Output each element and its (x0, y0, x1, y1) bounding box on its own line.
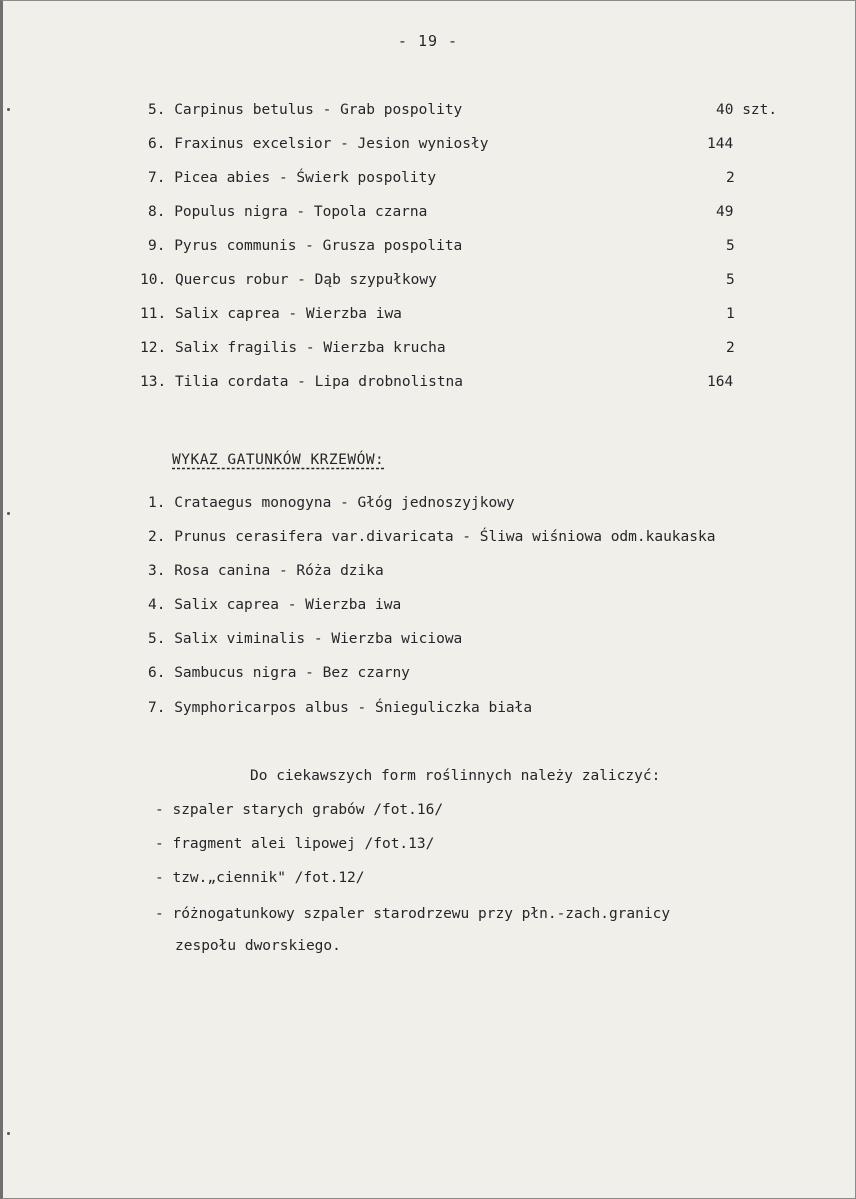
list-item (148, 101, 462, 119)
list-item (148, 630, 462, 648)
punch-mark (7, 108, 10, 111)
page-number: - 19 - (397, 32, 459, 50)
item-number: 5. (148, 631, 166, 647)
item-quantity: 164 (707, 374, 734, 390)
list-item (148, 203, 427, 221)
list-item: - szpaler starych grabów /fot.16/ (155, 802, 444, 818)
item-text: Sambucus nigra - Bez czarny (174, 665, 410, 681)
item-quantity: 1 (726, 306, 735, 322)
list-item (148, 664, 410, 682)
intro-paragraph: Do ciekawszych form roślinnych należy zaliczyć: (250, 768, 661, 784)
list-item (140, 271, 437, 289)
list-item (148, 528, 715, 546)
item-number: 8. (148, 204, 166, 220)
list-item (148, 699, 532, 717)
item-text: Populus nigra - Topola czarna (174, 204, 428, 220)
item-number: 7. (148, 700, 166, 716)
item-number: 5. (148, 102, 166, 118)
item-text: Symphoricarpos albus - Śnieguliczka biała (174, 700, 533, 716)
item-quantity: 40 szt. (716, 102, 778, 118)
list-item (148, 237, 462, 255)
item-quantity: 5 (726, 238, 735, 254)
item-number: 2. (148, 529, 166, 545)
list-item-continuation: zespołu dworskiego. (175, 938, 341, 954)
section-heading: WYKAZ GATUNKÓW KRZEWÓW: (172, 452, 385, 468)
item-text: Pyrus communis - Grusza pospolita (174, 238, 463, 254)
item-text: Carpinus betulus - Grab pospolity (174, 102, 463, 118)
item-quantity: 2 (726, 340, 735, 356)
item-quantity: 5 (726, 272, 735, 288)
item-quantity: 2 (726, 170, 735, 186)
item-number: 6. (148, 665, 166, 681)
item-text: Picea abies - Świerk pospolity (174, 170, 437, 186)
item-number: 7. (148, 170, 166, 186)
list-item (148, 596, 401, 614)
item-text: Prunus cerasifera var.divaricata - Śliwa wiśniowa odm.kaukaska (174, 529, 716, 545)
item-text: Salix caprea - Wierzba iwa (174, 597, 402, 613)
list-item (140, 339, 446, 357)
item-text: Salix fragilis - Wierzba krucha (174, 340, 446, 356)
punch-mark (7, 1132, 10, 1135)
list-item (148, 562, 384, 580)
punch-mark (7, 512, 10, 515)
list-item (148, 169, 436, 187)
list-item: - tzw.„ciennik" /fot.12/ (155, 870, 365, 886)
list-item (140, 305, 402, 323)
list-item (140, 373, 463, 391)
list-item (148, 494, 515, 512)
item-text: Salix viminalis - Wierzba wiciowa (174, 631, 463, 647)
item-number: 3. (148, 563, 166, 579)
item-number: 12. (140, 340, 167, 356)
item-number: 4. (148, 597, 166, 613)
item-text: Salix caprea - Wierzba iwa (174, 306, 402, 322)
item-number: 6. (148, 136, 166, 152)
item-text: Quercus robur - Dąb szypułkowy (174, 272, 437, 288)
item-text: Rosa canina - Róża dzika (174, 563, 384, 579)
item-number: 13. (140, 374, 167, 390)
item-number: 9. (148, 238, 166, 254)
list-item (148, 135, 488, 153)
list-item: - różnogatunkowy szpaler starodrzewu przy płn.-zach.granicy (155, 906, 671, 922)
item-text: Fraxinus excelsior - Jesion wyniosły (174, 136, 489, 152)
item-quantity: 144 (707, 136, 734, 152)
item-quantity: 49 (716, 204, 734, 220)
list-item: - fragment alei lipowej /fot.13/ (155, 836, 435, 852)
item-text: Tilia cordata - Lipa drobnolistna (174, 374, 464, 390)
item-number: 10. (140, 272, 167, 288)
item-number: 1. (148, 495, 166, 511)
item-text: Crataegus monogyna - Głóg jednoszyjkowy (174, 495, 515, 511)
item-number: 11. (140, 306, 167, 322)
